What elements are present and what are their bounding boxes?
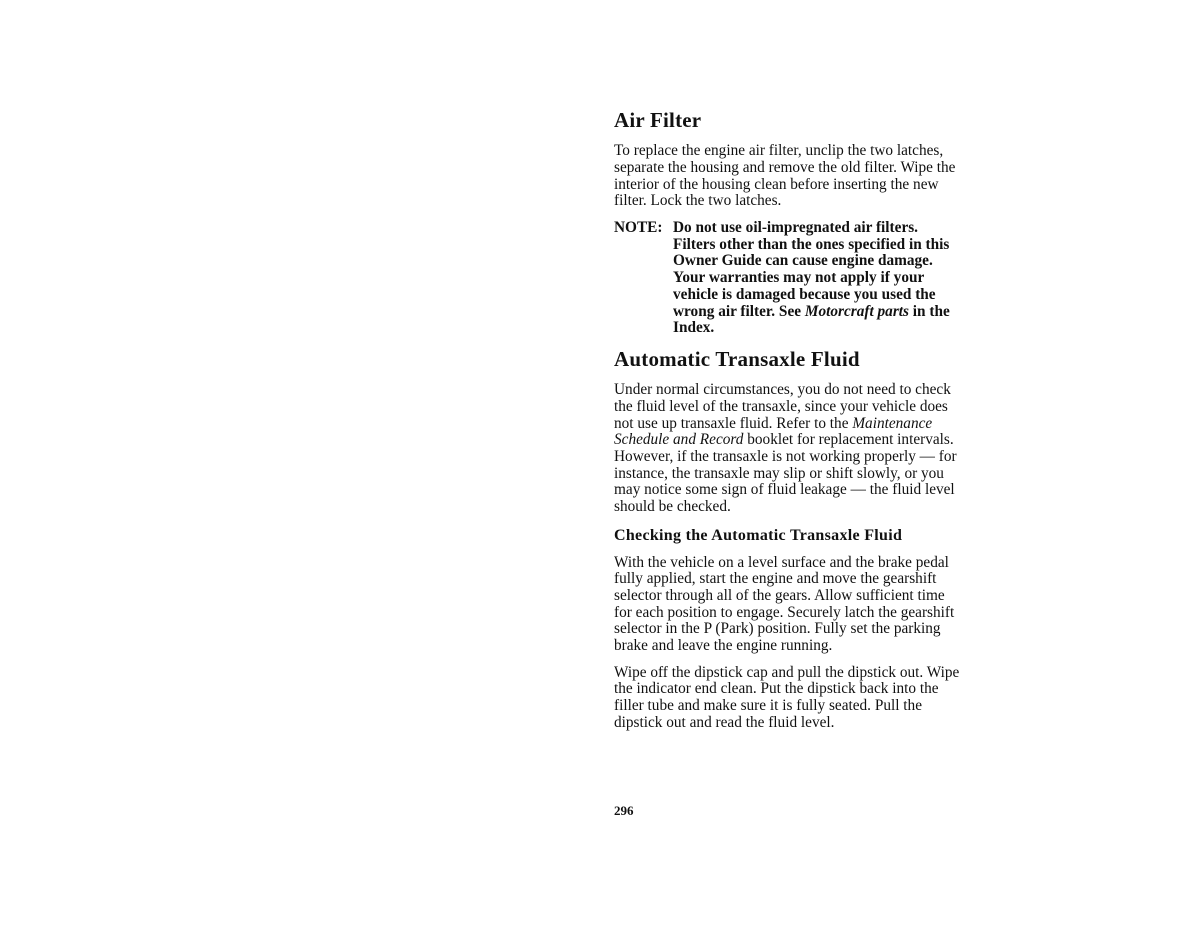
note-italic-reference: Motorcraft parts [804, 302, 909, 320]
air-filter-paragraph: To replace the engine air filter, unclip the two latches, separate the housing and remove the old filter. Wipe the interior of the housing clean before inserting the new filter. Lock the two latches. [614, 142, 956, 210]
note-text-part-1: Do not use oil-impregnated air filters. Filters other than the ones specified in this Owner Guide can cause engine damage. Your warranties may not apply if your vehicle is damaged because you used the wrong air filter. See [673, 219, 950, 320]
page-content [614, 108, 964, 742]
note-text [673, 220, 964, 337]
transaxle-intro-paragraph [614, 382, 964, 516]
air-filter-note [614, 220, 964, 337]
transaxle-heading: Automatic Transaxle Fluid [614, 346, 860, 371]
note-label: NOTE: [614, 219, 663, 236]
maintenance-schedule-reference: Maintenance Schedule and Record [614, 414, 933, 449]
note-text-part-2: in the Index. [673, 302, 950, 337]
air-filter-heading: Air Filter [614, 108, 702, 132]
checking-paragraph-1: With the vehicle on a level surface and the brake pedal fully applied, start the engine and move the gearshift selector through all of the gears. Allow sufficient time for each position to engage. Securely latch the gearshift selector in the P (Park) position. Fully set the parking brake and leave the engine running. [614, 553, 955, 655]
checking-paragraph-2: Wipe off the dipstick cap and pull the dipstick out. Wipe the indicator end clean. Put the dipstick back into the filler tube and make sure it is fully seated. Pull the dipstick out and read the fluid level. [614, 663, 960, 731]
checking-fluid-subheading: Checking the Automatic Transaxle Fluid [614, 526, 903, 544]
page-number: 296 [614, 803, 634, 818]
transaxle-section [614, 347, 964, 732]
transaxle-intro-part-2: booklet for replacement intervals. However, if the transaxle is not working properly — for instance, the transaxle may slip or shift slowly, or you may notice some sign of fluid leakage — the fluid level should be checked. [614, 431, 957, 516]
transaxle-intro-part-1: Under normal circumstances, you do not need to check the fluid level of the transaxle, since your vehicle does not use up transaxle fluid. Refer to the [614, 381, 951, 432]
